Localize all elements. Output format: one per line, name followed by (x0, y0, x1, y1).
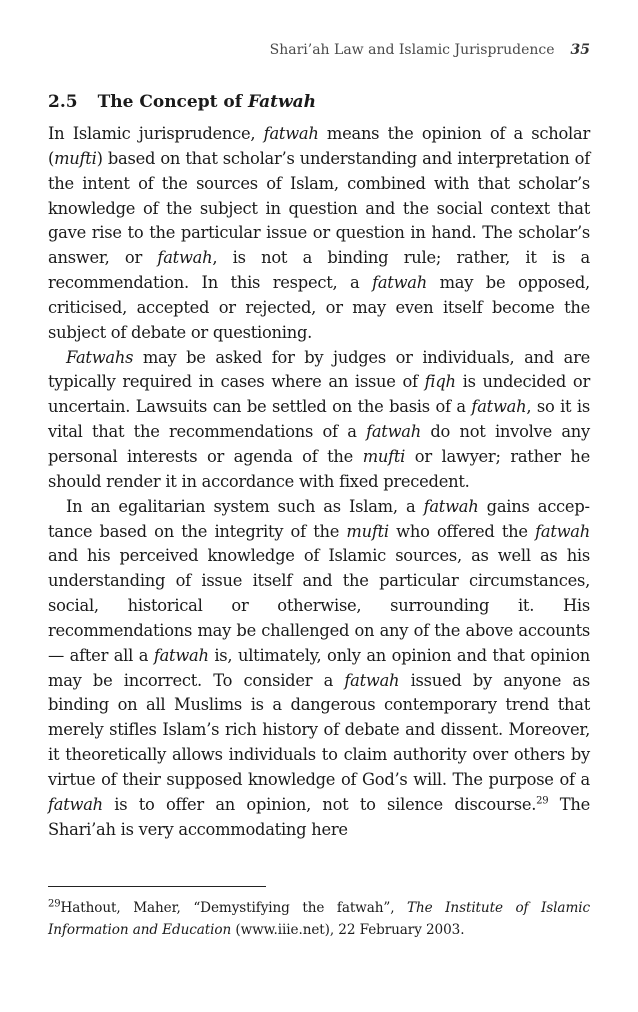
text-run: gains acceptance based on the integrity of the (48, 496, 591, 541)
italic-term: fatwah (157, 248, 213, 268)
footnote-text (48, 900, 590, 938)
text-run: is undecided or uncertain. Lawsuits can be settled on the basis of a (48, 372, 591, 417)
text-run: who offered the (388, 521, 536, 541)
footnote-number: 29 (48, 898, 61, 910)
running-head (270, 42, 590, 58)
italic-term: mufti (54, 148, 97, 168)
italic-term: mufti (362, 446, 406, 466)
italic-term: fatwah (366, 422, 421, 442)
section-title-prefix: The Concept of (97, 92, 243, 112)
text-run: is to offer an opinion, not to silence discourse. (102, 794, 537, 814)
text-run: Hathout, Maher, “Demystifying the fatwah”, (60, 900, 408, 916)
text-run: , so it is vital that the recommendations of a (48, 397, 590, 442)
book-page (48, 0, 590, 1012)
italic-term: fatwah (535, 521, 590, 541)
italic-term: fatwah (48, 794, 103, 814)
text-run: In Islamic jurisprudence, (48, 124, 264, 143)
footnote-rule (48, 886, 266, 887)
text-run: ) based on that scholar’s understanding and interpretation of the intent of the sources of Islam, combined with that scholar’s knowledge of the subject in question and the social context that gave rise to the particular issue or question in hand. The scholar’s answer, or (48, 148, 590, 268)
text-run: The Shari’ah is very accommodating here (48, 794, 590, 839)
italic-term: Fatwahs (66, 347, 134, 367)
italic-term: fatwah (471, 397, 527, 417)
italic-term: fatwah (372, 273, 427, 293)
text-run: means the opinion of a scholar ( (48, 124, 590, 168)
section-heading (48, 92, 316, 112)
text-run: (www.iiie.net), 22 February 2003. (231, 922, 465, 938)
section-title-italic: Fatwah (247, 92, 316, 112)
running-head-title: Shari’ah Law and Islamic Jurisprudence (269, 42, 555, 58)
italic-term: fatwah (263, 124, 319, 143)
section-number: 2.5 (48, 92, 78, 112)
body-text (48, 122, 590, 842)
text-run: is, ultimately, only an opinion and that opinion may be incorrect. To consider a (48, 645, 590, 690)
italic-term: fiqh (424, 372, 456, 392)
italic-term: The Institute of Islamic Information and Education (48, 900, 590, 938)
text-run: may be opposed, criticised, accepted or rejected, or may even itself become the subject of debate or questioning. (48, 273, 590, 342)
page-number: 35 (570, 42, 590, 58)
footnote (48, 897, 590, 941)
text-run: do not involve any personal interests or agenda of the (48, 422, 590, 466)
text-run: issued by anyone as binding on all Muslims is a dangerous contemporary trend that merely stifles Islam’s rich history of debate and dissent. Moreover, it theoretically allows individuals to claim authority over others by virtue of their supposed knowledge of God’s will. The purpose of a (48, 670, 590, 789)
paragraph-1 (48, 122, 590, 346)
italic-term: fatwah (153, 645, 209, 665)
italic-term: fatwah (423, 496, 479, 516)
text-run: or lawyer; rather he should render it in accordance with fixed precedent. (48, 446, 591, 491)
text-run: , is not a binding rule; rather, it is a recommendation. In this respect, a (48, 248, 590, 293)
text-run: and his perceived knowledge of Islamic sources, as well as his understanding of issue itself and the particular circumstances, social, historical or otherwise, surrounding it. His recommendations may be challenged on any of the above accounts — after all a (48, 546, 590, 665)
paragraph-3 (48, 495, 590, 843)
text-run: may be asked for by judges or individuals, and are typically required in cases where an issue of (48, 347, 590, 392)
paragraph-2 (48, 346, 590, 495)
footnote-ref: 29 (536, 795, 549, 807)
italic-term: mufti (346, 521, 389, 541)
text-run: In an egalitarian system such as Islam, a (66, 496, 424, 516)
italic-term: fatwah (344, 670, 400, 690)
